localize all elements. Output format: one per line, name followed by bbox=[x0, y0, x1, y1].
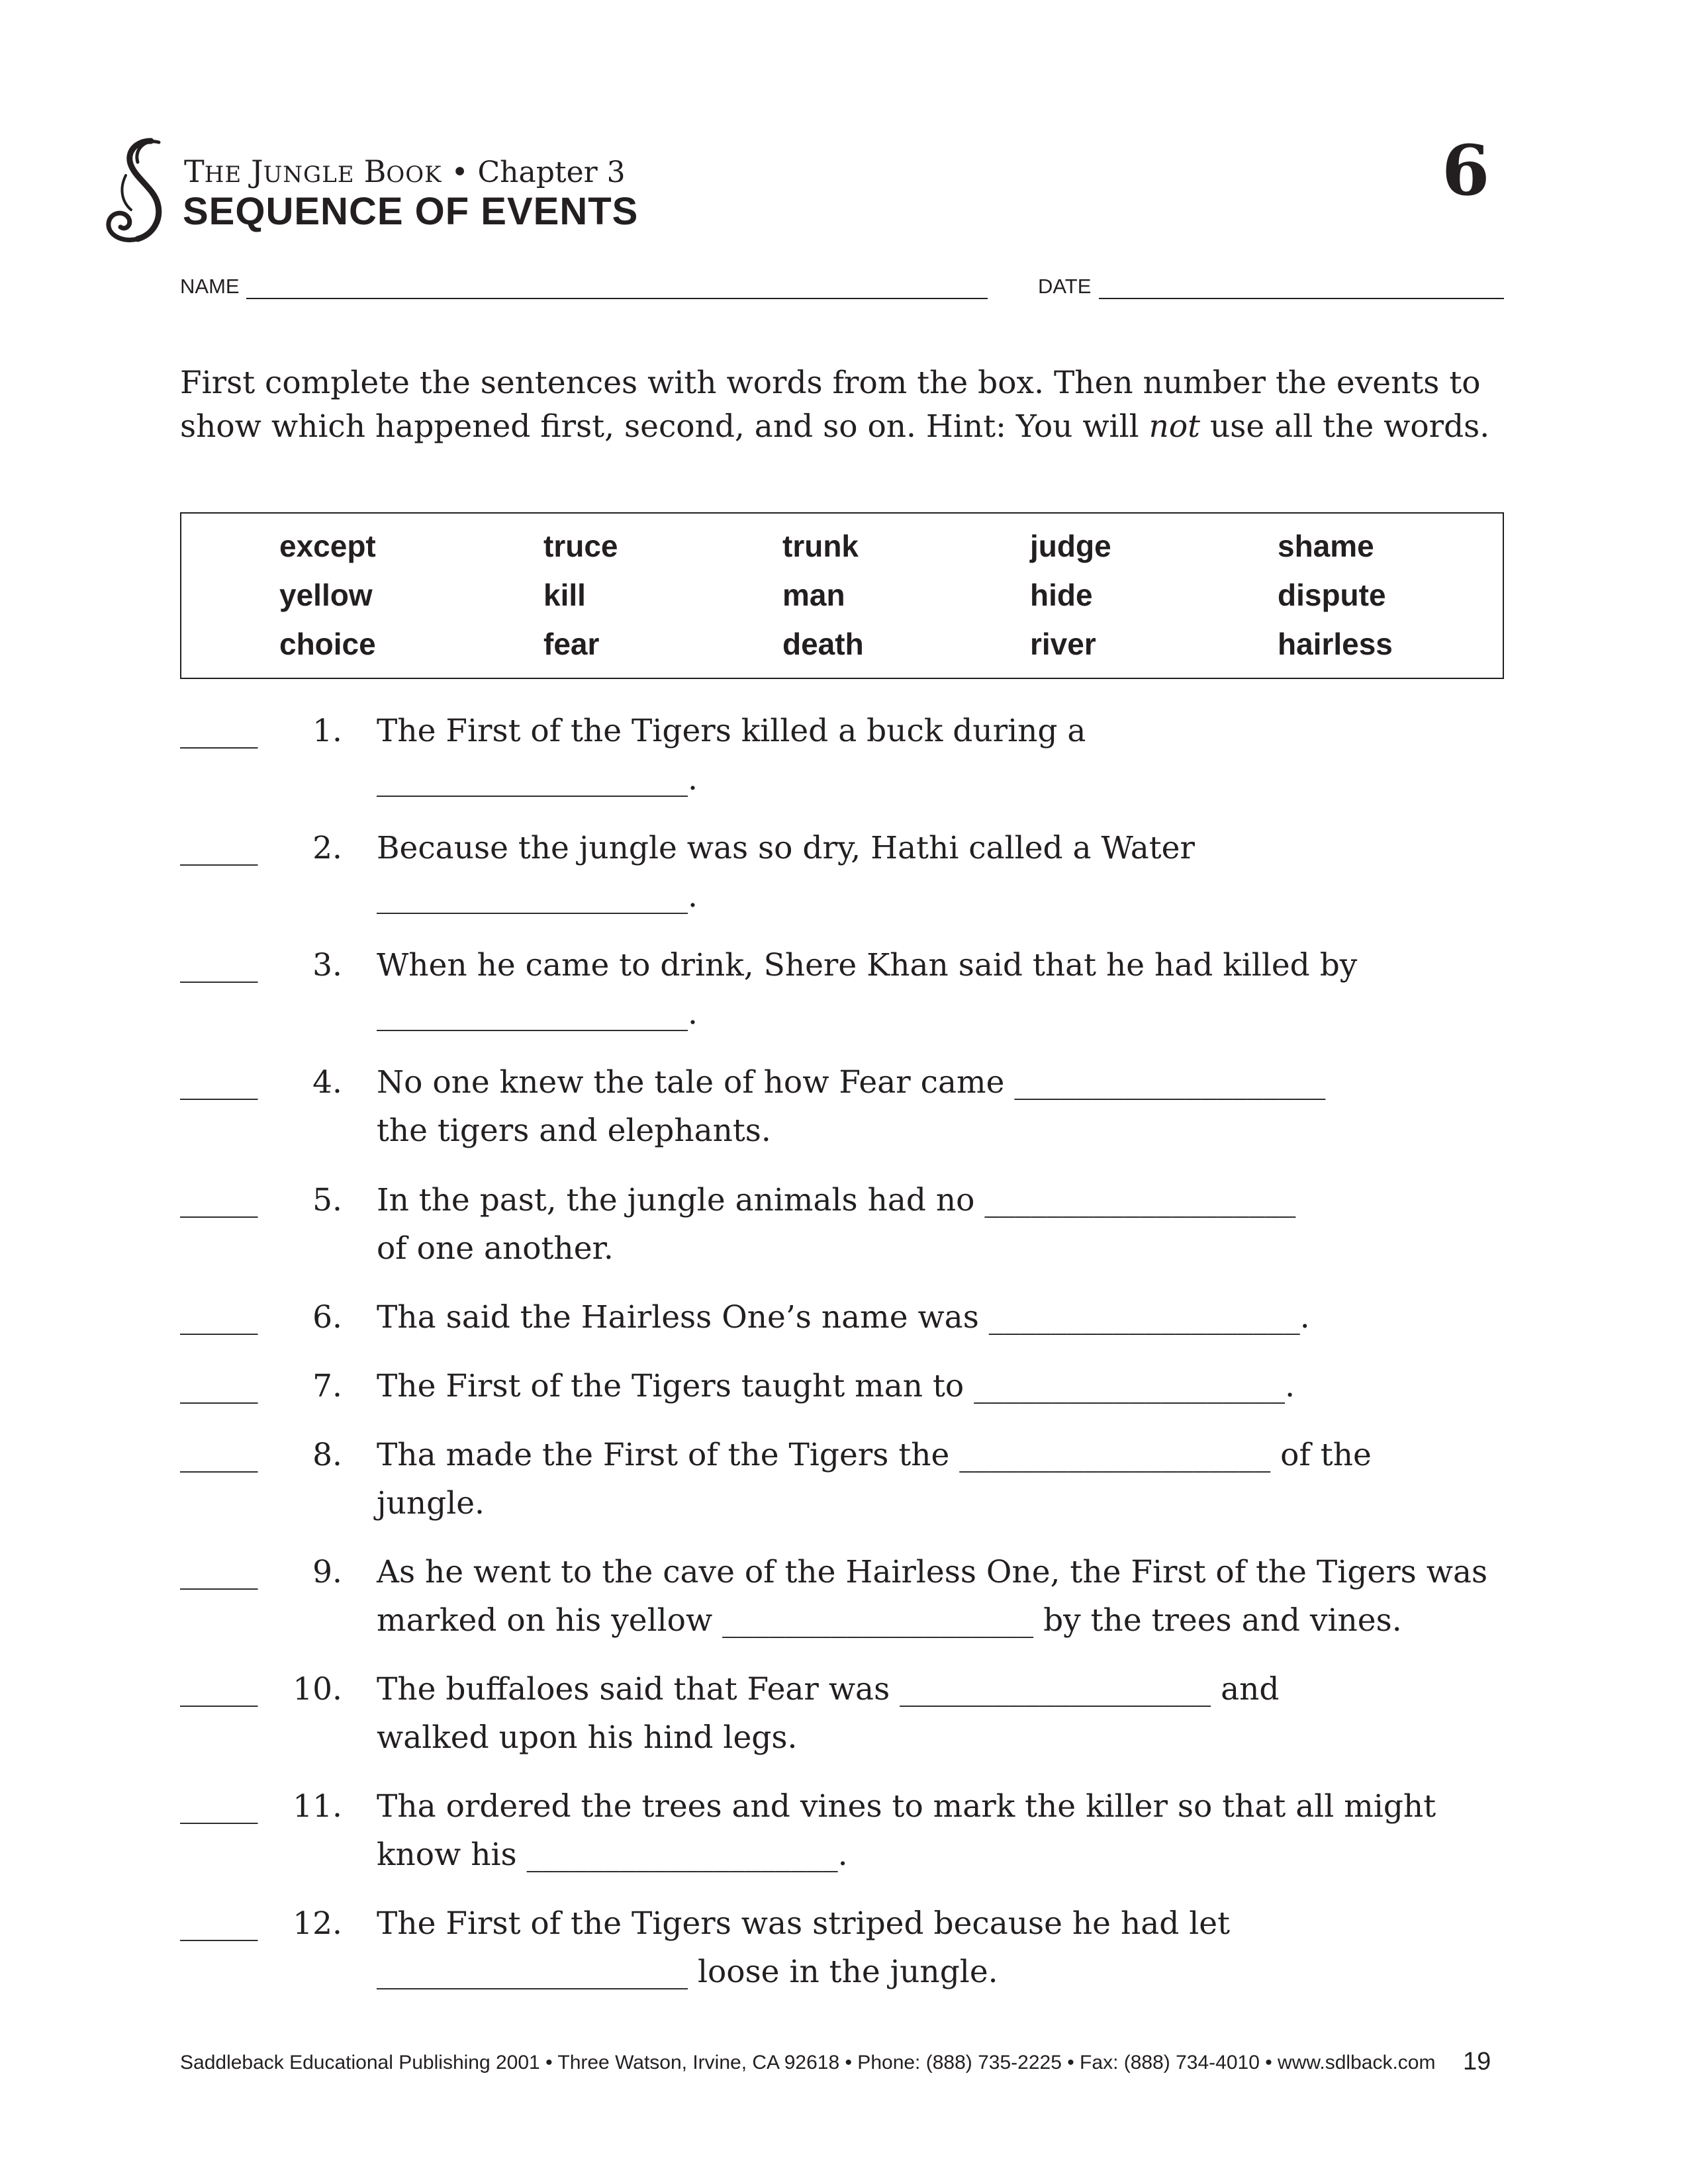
word-box bbox=[180, 512, 1504, 679]
instructions bbox=[180, 361, 1504, 449]
book-title-J: J bbox=[251, 154, 263, 189]
question-line-2: the tigers and elephants. bbox=[377, 1113, 771, 1149]
question-number: 12. bbox=[293, 1905, 342, 1942]
word-box-word: shame bbox=[1278, 529, 1374, 563]
word-box-word: judge bbox=[1030, 529, 1111, 563]
question-line-1: The First of the Tigers was striped because he had let bbox=[377, 1905, 1230, 1942]
worksheet-number: 6 bbox=[1442, 130, 1490, 211]
word-box-word: fear bbox=[543, 627, 600, 661]
order-blank[interactable]: _____ bbox=[180, 1182, 258, 1218]
question-number: 3. bbox=[312, 947, 342, 983]
book-title-T: T bbox=[184, 154, 205, 189]
book-title-B: B bbox=[363, 154, 387, 189]
question-line-1: As he went to the cave of the Hairless One, the First of the Tigers was bbox=[377, 1554, 1488, 1590]
book-title-line bbox=[184, 154, 626, 189]
question-line-1: In the past, the jungle animals had no ____________________ bbox=[377, 1182, 1296, 1218]
order-blank[interactable]: _____ bbox=[180, 1437, 258, 1473]
question-number: 6. bbox=[312, 1299, 342, 1336]
question-number: 9. bbox=[312, 1554, 342, 1590]
question-number: 8. bbox=[312, 1437, 342, 1473]
question-line-2: walked upon his hind legs. bbox=[377, 1719, 798, 1756]
word-box-word: hide bbox=[1030, 578, 1093, 612]
book-title-he: HE bbox=[204, 161, 242, 188]
chapter-label: • Chapter 3 bbox=[451, 156, 626, 189]
question-line-2[interactable]: ____________________. bbox=[377, 995, 698, 1032]
order-blank[interactable]: _____ bbox=[180, 1368, 258, 1404]
order-blank[interactable]: _____ bbox=[180, 713, 258, 749]
question-line-1: When he came to drink, Shere Khan said that he had killed by bbox=[377, 947, 1358, 983]
order-blank[interactable]: _____ bbox=[180, 1064, 258, 1101]
date-label: DATE bbox=[1038, 275, 1092, 298]
order-blank[interactable]: _____ bbox=[180, 1905, 258, 1942]
question-line-1: No one knew the tale of how Fear came ____________________ bbox=[377, 1064, 1326, 1101]
book-title-ook: OOK bbox=[386, 161, 442, 188]
question-line-2[interactable]: ____________________. bbox=[377, 878, 698, 915]
question-line-1: Because the jungle was so dry, Hathi called a Water bbox=[377, 830, 1195, 866]
name-label: NAME bbox=[180, 275, 240, 298]
order-blank[interactable]: _____ bbox=[180, 1671, 258, 1707]
order-blank[interactable]: _____ bbox=[180, 1788, 258, 1825]
question-number: 2. bbox=[312, 830, 342, 866]
order-blank[interactable]: _____ bbox=[180, 1299, 258, 1336]
question-line-1: The buffaloes said that Fear was ____________________ and bbox=[377, 1671, 1280, 1707]
publisher-logo bbox=[99, 136, 182, 248]
question-line-2: ____________________ loose in the jungle. bbox=[377, 1954, 998, 1990]
page-number: 19 bbox=[1463, 2048, 1491, 2075]
question-line-1: The First of the Tigers taught man to ____________________. bbox=[377, 1368, 1295, 1404]
word-box-word: except bbox=[279, 529, 376, 563]
order-blank[interactable]: _____ bbox=[180, 947, 258, 983]
question-line-2: jungle. bbox=[377, 1485, 485, 1522]
word-box-word: man bbox=[782, 578, 845, 612]
question-line-2: know his ____________________. bbox=[377, 1837, 848, 1873]
instructions-part2: use all the words. bbox=[1200, 408, 1490, 445]
question-number: 5. bbox=[312, 1182, 342, 1218]
name-field[interactable] bbox=[246, 298, 988, 299]
question-line-1: The First of the Tigers killed a buck during a bbox=[377, 713, 1086, 749]
word-box-word: truce bbox=[543, 529, 618, 563]
question-line-2[interactable]: ____________________. bbox=[377, 761, 698, 797]
word-box-word: river bbox=[1030, 627, 1096, 661]
word-box-word: trunk bbox=[782, 529, 859, 563]
question-number: 10. bbox=[293, 1671, 342, 1707]
question-line-2: marked on his yellow ____________________ by the trees and vines. bbox=[377, 1602, 1402, 1639]
book-title-ungle: UNGLE bbox=[263, 161, 355, 188]
order-blank[interactable]: _____ bbox=[180, 1554, 258, 1590]
word-box-word: death bbox=[782, 627, 864, 661]
date-field[interactable] bbox=[1099, 298, 1504, 299]
footer-publisher: Saddleback Educational Publishing 2001 • Three Watson, Irvine, CA 92618 • Phone: (888) 735-2225 • Fax: (888) 734-4010 • www.sdlback.com bbox=[180, 2052, 1436, 2073]
instructions-emphasis: not bbox=[1149, 408, 1201, 445]
word-box-word: yellow bbox=[279, 578, 373, 612]
word-box-word: hairless bbox=[1278, 627, 1393, 661]
question-line-2: of one another. bbox=[377, 1230, 614, 1267]
page-title: SEQUENCE OF EVENTS bbox=[183, 190, 639, 233]
question-number: 7. bbox=[312, 1368, 342, 1404]
instructions-part1: First complete the sentences with words from the box. Then number the events to show which happened first, second, and so on. Hint: You will bbox=[180, 365, 1481, 445]
question-number: 1. bbox=[312, 713, 342, 749]
word-box-word: choice bbox=[279, 627, 376, 661]
question-number: 11. bbox=[293, 1788, 342, 1825]
question-line-1: Tha said the Hairless One’s name was ____________________. bbox=[377, 1299, 1310, 1336]
question-line-1: Tha made the First of the Tigers the ____________________ of the bbox=[377, 1437, 1372, 1473]
word-box-word: dispute bbox=[1278, 578, 1386, 612]
question-line-1: Tha ordered the trees and vines to mark the killer so that all might bbox=[377, 1788, 1436, 1825]
word-box-word: kill bbox=[543, 578, 586, 612]
question-number: 4. bbox=[312, 1064, 342, 1101]
order-blank[interactable]: _____ bbox=[180, 830, 258, 866]
